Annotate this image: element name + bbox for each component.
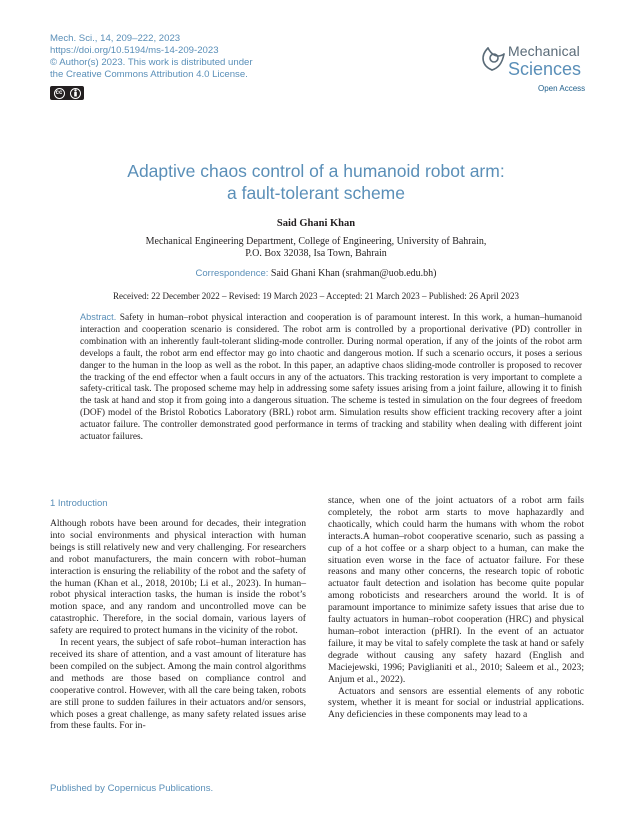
affiliation-line-1: Mechanical Engineering Department, College of Engineering, University of Bahrain,	[145, 236, 487, 247]
right-paragraph-2: Actuators and sensors are essential elements of any robotic system, whether it is meant for social or industrial applications. Any deficiencies in these components may lead to a	[328, 685, 584, 721]
correspondence-text[interactable]: Said Ghani Khan (srahman@uob.edu.bh)	[270, 268, 437, 279]
journal-citation: Mech. Sci., 14, 209–222, 2023	[50, 33, 181, 44]
doi-link[interactable]: https://doi.org/10.5194/ms-14-209-2023	[50, 45, 219, 56]
left-column	[50, 518, 306, 732]
journal-logo-subtitle: Sciences	[508, 59, 582, 79]
right-column	[328, 495, 584, 721]
section-heading-introduction: 1 Introduction	[50, 498, 108, 509]
left-paragraph-1: Although robots have been around for decades, their integration into social environments and physical interaction with human beings is still relatively new and very challenging. For researchers and robot manufacturers, the main concern with robot–human interaction is ensuring the reliability of the robot and the safety of the human (Khan et al., 2018, 2010b; Li et al., 2023). In human–robot physical interaction tasks, the human is inside the robot’s motion space, and any random and uncontrolled move can be catastrophic. Therefore, in the social domain, various layers of safety are required to protect humans in the vicinity of the robot.	[50, 518, 306, 637]
open-access-label: Open Access	[538, 84, 586, 93]
article-title-line-2: a fault-tolerant scheme	[226, 183, 405, 203]
cc-icon: cc	[54, 88, 65, 99]
publication-dates: Received: 22 December 2022 – Revised: 19 March 2023 – Accepted: 21 March 2023 – Published: 26 April 2023	[113, 291, 519, 301]
correspondence-label: Correspondence:	[195, 268, 269, 279]
license-link[interactable]: the Creative Commons Attribution 4.0 License.	[50, 69, 248, 80]
right-paragraph-1: stance, when one of the joint actuators of a robot arm fails completely, the robot arm starts to move haphazardly and chaotically, which could harm the humans with whom the robot interacts.A human–robot cooperative scenario, such as passing a cup of a hot coffee or a sharp object to a human, can make the situation even worse in the face of actuator failure. For these reasons and many other concerns, the research topic of robotic actuator fault detection and isolation has become quite popular among roboticists and researchers around the world. It is of paramount importance to minimize safety issues that arise due to faulty actuators in human–robot cooperation (HRC) and physical human–robot interaction (pHRI). In the event of an actuator failure, it may be vital to safely complete the task at hand or safely degrade without causing any safety hazard (English and Maciejewski, 1996; Paviglianiti et al., 2010; Saleem et al., 2023; Anjum et al., 2022).	[328, 495, 584, 685]
cc-by-license-icon[interactable]	[50, 86, 84, 100]
author-name: Said Ghani Khan	[276, 218, 356, 229]
journal-logo-title: Mechanical	[508, 43, 580, 59]
article-title-line-1: Adaptive chaos control of a humanoid robot arm:	[127, 161, 505, 181]
affiliation-line-2: P.O. Box 32038, Isa Town, Bahrain	[245, 248, 387, 259]
publisher-footer: Published by Copernicus Publications.	[50, 783, 214, 794]
abstract	[80, 312, 582, 444]
copyright-notice: © Author(s) 2023. This work is distributed under	[50, 57, 253, 68]
left-paragraph-2: In recent years, the subject of safe robot–human interaction has received its share of attention, and a vast amount of literature has been compiled on the subject. Among the main control algorithms and methods are those based on compliance control and cooperative control. However, with all the care being taken, robots are still prone to sudden failures in their actuators and/or sensors, which poses a great challenge, as many safety related issues arise from these faults. For in-	[50, 637, 306, 732]
by-icon	[70, 88, 81, 99]
abstract-label: Abstract.	[80, 312, 117, 322]
correspondence	[50, 268, 582, 279]
abstract-text: Safety in human–robot physical interaction and cooperation is of paramount interest. In this work, a human–humanoid interaction and cooperation scenario is considered. The robot arm is controlled by a proportional derivative (PD) controller in combination with an inherently fault-tolerant sliding-mode controller. During normal operation, if any of the joints of the robot arm develops a fault, the robot arm end effector may go into chaotic and dangerous motion. If such a scenario occurs, it poses a serious danger to the human in the loop as well as the robot. In this paper, an adaptive chaos sliding-mode controller is proposed to recover the tracking of the end effector when a fault occurs in any of the actuators. This tracking restoration is very important to complete a safety-critical task. The proposed scheme may help in addressing some safety issues arising from a joint failure, allowing it to finish the task at hand and stop it from going into a dangerous situation. The scheme is tested in simulation on the four degrees of freedom (DOF) model of the Bristol Robotics Laboratory (BRL) robot arm. Simulation results show efficient tracking recovery after a joint actuator failure. The controller demonstrated good performance in terms of tracking and stability when dealing with different joint actuator failures.	[80, 313, 582, 443]
